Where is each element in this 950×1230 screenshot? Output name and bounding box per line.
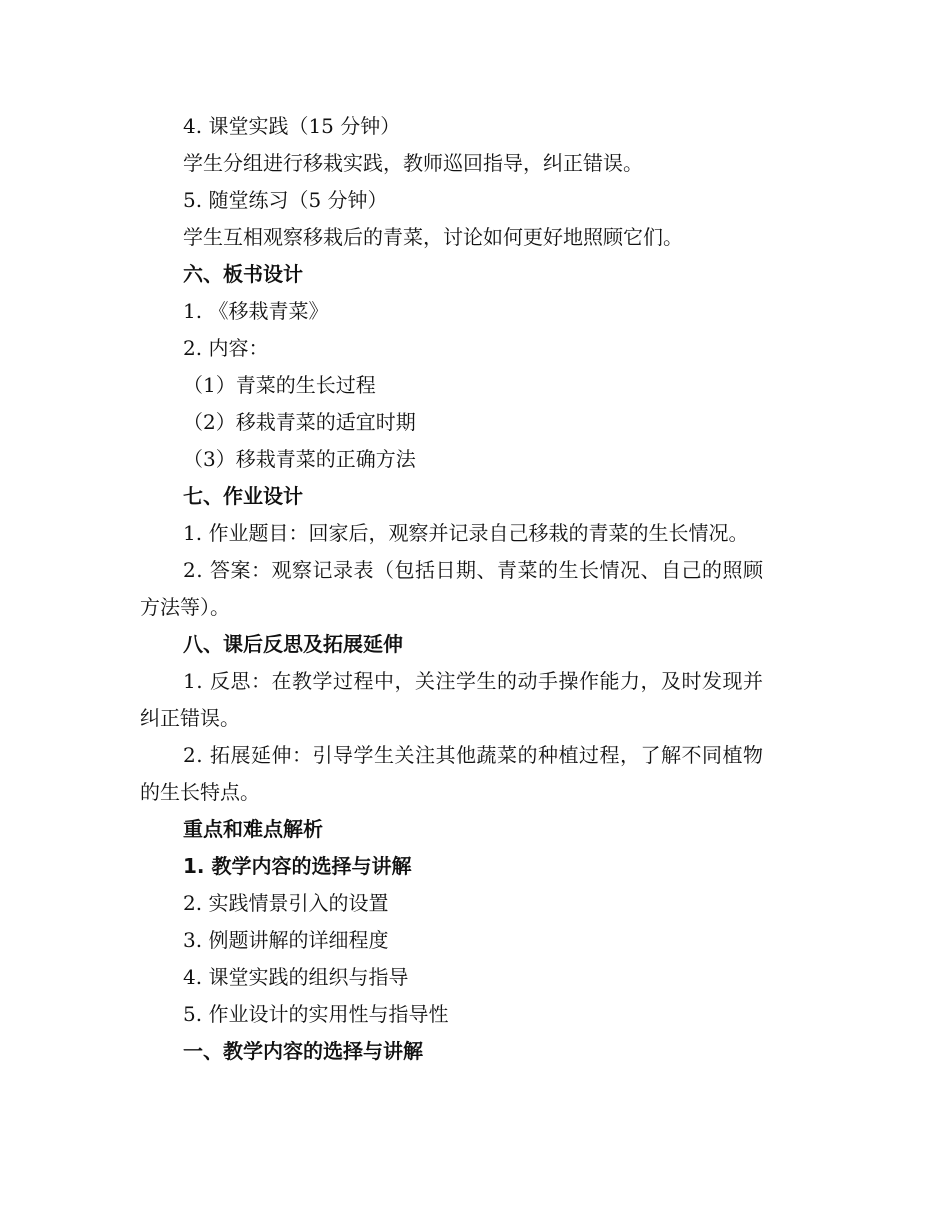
list-item: 5. 作业设计的实用性与指导性 <box>183 1002 449 1026</box>
list-item: 1. 反思：在教学过程中，关注学生的动手操作能力，及时发现并 <box>183 669 764 693</box>
item-in-class-exercise: 5. 随堂练习（5 分钟） <box>183 188 388 212</box>
list-item: 2. 内容： <box>183 336 269 360</box>
list-item-continuation: 纠正错误。 <box>140 706 240 730</box>
list-item: 2. 答案：观察记录表（包括日期、青菜的生长情况、自己的照顾 <box>183 558 764 582</box>
section-heading-homework-design: 七、作业设计 <box>183 484 303 508</box>
list-item: 1. 《移栽青菜》 <box>183 299 329 323</box>
sub-list-item: （3）移栽青菜的正确方法 <box>183 447 416 471</box>
list-item: 1. 作业题目：回家后，观察并记录自己移栽的青菜的生长情况。 <box>183 521 749 545</box>
list-item-continuation: 方法等）。 <box>140 595 230 619</box>
list-item: 2. 拓展延伸：引导学生关注其他蔬菜的种植过程，了解不同植物 <box>183 743 764 767</box>
sub-list-item: （2）移栽青菜的适宜时期 <box>183 410 416 434</box>
section-heading-board-design: 六、板书设计 <box>183 262 303 286</box>
list-item: 1. 教学内容的选择与讲解 <box>183 854 412 878</box>
section-heading-key-points: 重点和难点解析 <box>183 817 323 841</box>
list-item: 2. 实践情景引入的设置 <box>183 891 389 915</box>
paragraph: 学生互相观察移栽后的青菜，讨论如何更好地照顾它们。 <box>183 225 683 249</box>
list-item-continuation: 的生长特点。 <box>140 780 260 804</box>
list-item: 3. 例题讲解的详细程度 <box>183 928 389 952</box>
item-classroom-practice: 4. 课堂实践（15 分钟） <box>183 114 401 138</box>
list-item: 4. 课堂实践的组织与指导 <box>183 965 409 989</box>
sub-list-item: （1）青菜的生长过程 <box>183 373 376 397</box>
paragraph: 学生分组进行移栽实践，教师巡回指导，纠正错误。 <box>183 151 643 175</box>
section-heading-reflection: 八、课后反思及拓展延伸 <box>183 632 403 656</box>
section-heading-teaching-content: 一、教学内容的选择与讲解 <box>183 1039 423 1063</box>
